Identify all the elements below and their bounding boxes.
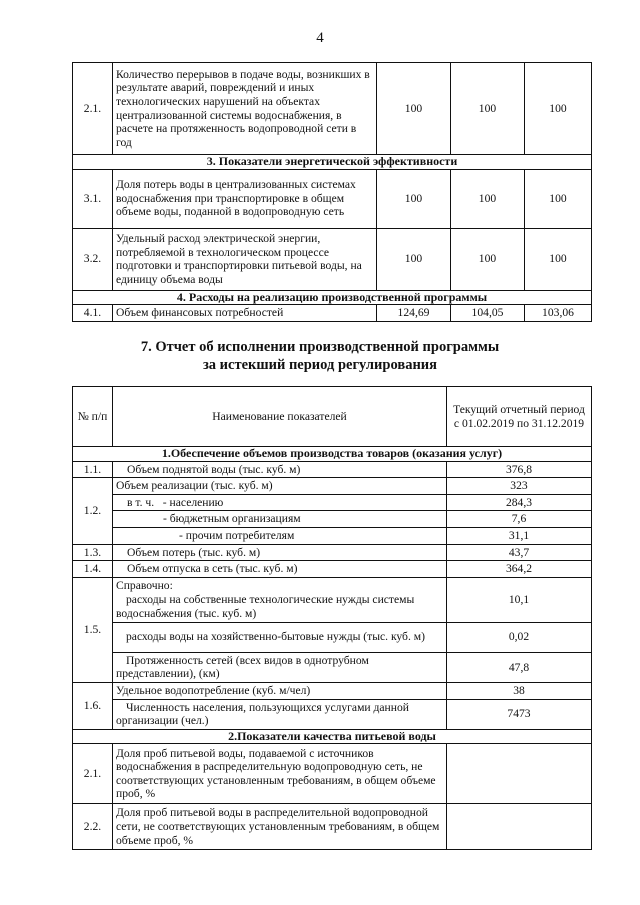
value-cell: 10,1 <box>447 577 592 622</box>
value-cell: 100 <box>451 63 525 155</box>
indicator-name: Объем финансовых потребностей <box>113 305 377 322</box>
table-row <box>73 682 592 699</box>
value-cell: 124,69 <box>377 305 451 322</box>
row-number: 1.6. <box>73 682 113 729</box>
row-number: 1.5. <box>73 577 113 682</box>
indicator-name <box>113 577 447 622</box>
value-cell <box>447 804 592 850</box>
value-cell: 100 <box>525 169 592 228</box>
sub-label: расходы на собственные технологические нужды системы водоснабжения (тыс. куб. м) <box>116 592 415 620</box>
indicator-name: Численность населения, пользующихся услугами данной организации (чел.) <box>113 699 447 729</box>
table-row <box>73 305 592 322</box>
value-cell: 104,05 <box>451 305 525 322</box>
value-cell: 38 <box>447 682 592 699</box>
value-cell: 323 <box>447 478 592 495</box>
prefix-label: в т. ч. <box>127 495 155 509</box>
value-cell: 7,6 <box>447 511 592 528</box>
indicator-name: Объем реализации (тыс. куб. м) <box>113 478 447 495</box>
table-row <box>73 494 592 511</box>
value-cell: 100 <box>377 228 451 290</box>
row-number: 1.3. <box>73 544 113 561</box>
section-title: 2.Показатели качества питьевой воды <box>73 729 592 744</box>
table-row <box>73 511 592 528</box>
indicator-name <box>113 494 447 511</box>
table-row <box>73 544 592 561</box>
indicator-name: Количество перерывов в подаче воды, возникших в результате аварий, повреждений и иных технологических нарушений на объектах централизованной системы водоснабжения, в расчете на протяженность водопроводной сети в год <box>113 63 377 155</box>
section-title: 4. Расходы на реализацию производственной программы <box>73 290 592 305</box>
section-heading <box>0 338 640 374</box>
value-cell: 100 <box>377 63 451 155</box>
row-number: 3.2. <box>73 228 113 290</box>
table-row <box>73 169 592 228</box>
row-number: 4.1. <box>73 305 113 322</box>
indicator-name: Объем потерь (тыс. куб. м) <box>113 544 447 561</box>
table-row <box>73 652 592 682</box>
value-cell: 31,1 <box>447 527 592 544</box>
table-row <box>73 461 592 478</box>
value-cell: 376,8 <box>447 461 592 478</box>
header-row <box>73 387 592 447</box>
report-table <box>72 386 592 850</box>
table-row <box>73 622 592 652</box>
table-row <box>73 804 592 850</box>
page-number: 4 <box>316 30 324 46</box>
indicator-name: Протяженность сетей (всех видов в однотрубном представлении), (км) <box>113 652 447 682</box>
value-cell: 43,7 <box>447 544 592 561</box>
value-cell: 100 <box>451 169 525 228</box>
indicator-name: - бюджетным организациям <box>113 511 447 528</box>
value-cell: 100 <box>451 228 525 290</box>
section-title: 3. Показатели энергетической эффективности <box>73 155 592 170</box>
value-cell: 7473 <box>447 699 592 729</box>
indicator-name: Удельный расход электрической энергии, потребляемой в технологическом процессе подготовки и транспортировки питьевой воды, на единицу объема воды <box>113 228 377 290</box>
column-header-period: Текущий отчетный период с 01.02.2019 по 31.12.2019 <box>447 387 592 447</box>
row-number: 2.1. <box>73 63 113 155</box>
table-row <box>73 744 592 804</box>
value-cell: 100 <box>377 169 451 228</box>
column-header-num: № п/п <box>73 387 113 447</box>
table-row <box>73 577 592 622</box>
table-row <box>73 228 592 290</box>
column-header-name: Наименование показателей <box>113 387 447 447</box>
reference-label: Справочно: <box>116 579 173 593</box>
row-number: 2.2. <box>73 804 113 850</box>
indicator-name: Доля проб питьевой воды в распределительной водопроводной сети, не соответствующих установленным требованиям, в общем объеме проб, % <box>113 804 447 850</box>
value-cell: 284,3 <box>447 494 592 511</box>
value-cell: 364,2 <box>447 561 592 578</box>
table-row <box>73 63 592 155</box>
table-row <box>73 561 592 578</box>
table-row <box>73 527 592 544</box>
row-number: 3.1. <box>73 169 113 228</box>
indicator-name: Объем отпуска в сеть (тыс. куб. м) <box>113 561 447 578</box>
indicators-table <box>72 62 592 322</box>
indicator-name: Доля потерь воды в централизованных системах водоснабжения при транспортировке в общем объеме воды, поданной в водопроводную сеть <box>113 169 377 228</box>
value-cell: 0,02 <box>447 622 592 652</box>
section-title: 1.Обеспечение объемов производства товаров (оказания услуг) <box>73 447 592 462</box>
value-cell <box>447 744 592 804</box>
indicator-name: Объем поднятой воды (тыс. куб. м) <box>113 461 447 478</box>
table-row <box>73 478 592 495</box>
row-number: 2.1. <box>73 744 113 804</box>
heading-line: 7. Отчет об исполнении производственной программы <box>140 339 500 355</box>
heading-line: за истекший период регулирования <box>202 357 438 373</box>
value-cell: 47,8 <box>447 652 592 682</box>
indicator-name: - прочим потребителям <box>113 527 447 544</box>
value-cell: 103,06 <box>525 305 592 322</box>
row-number: 1.4. <box>73 561 113 578</box>
indicator-name: расходы воды на хозяйственно-бытовые нужды (тыс. куб. м) <box>113 622 447 652</box>
table-row <box>73 699 592 729</box>
row-number: 1.2. <box>73 478 113 544</box>
indicator-name: Доля проб питьевой воды, подаваемой с источников водоснабжения в распределительную водопроводную сеть, не соответствующих установленным требованиям, в общем объеме проб, % <box>113 744 447 804</box>
sub-label: - населению <box>162 495 224 509</box>
value-cell: 100 <box>525 228 592 290</box>
indicator-name: Удельное водопотребление (куб. м/чел) <box>113 682 447 699</box>
row-number: 1.1. <box>73 461 113 478</box>
value-cell: 100 <box>525 63 592 155</box>
